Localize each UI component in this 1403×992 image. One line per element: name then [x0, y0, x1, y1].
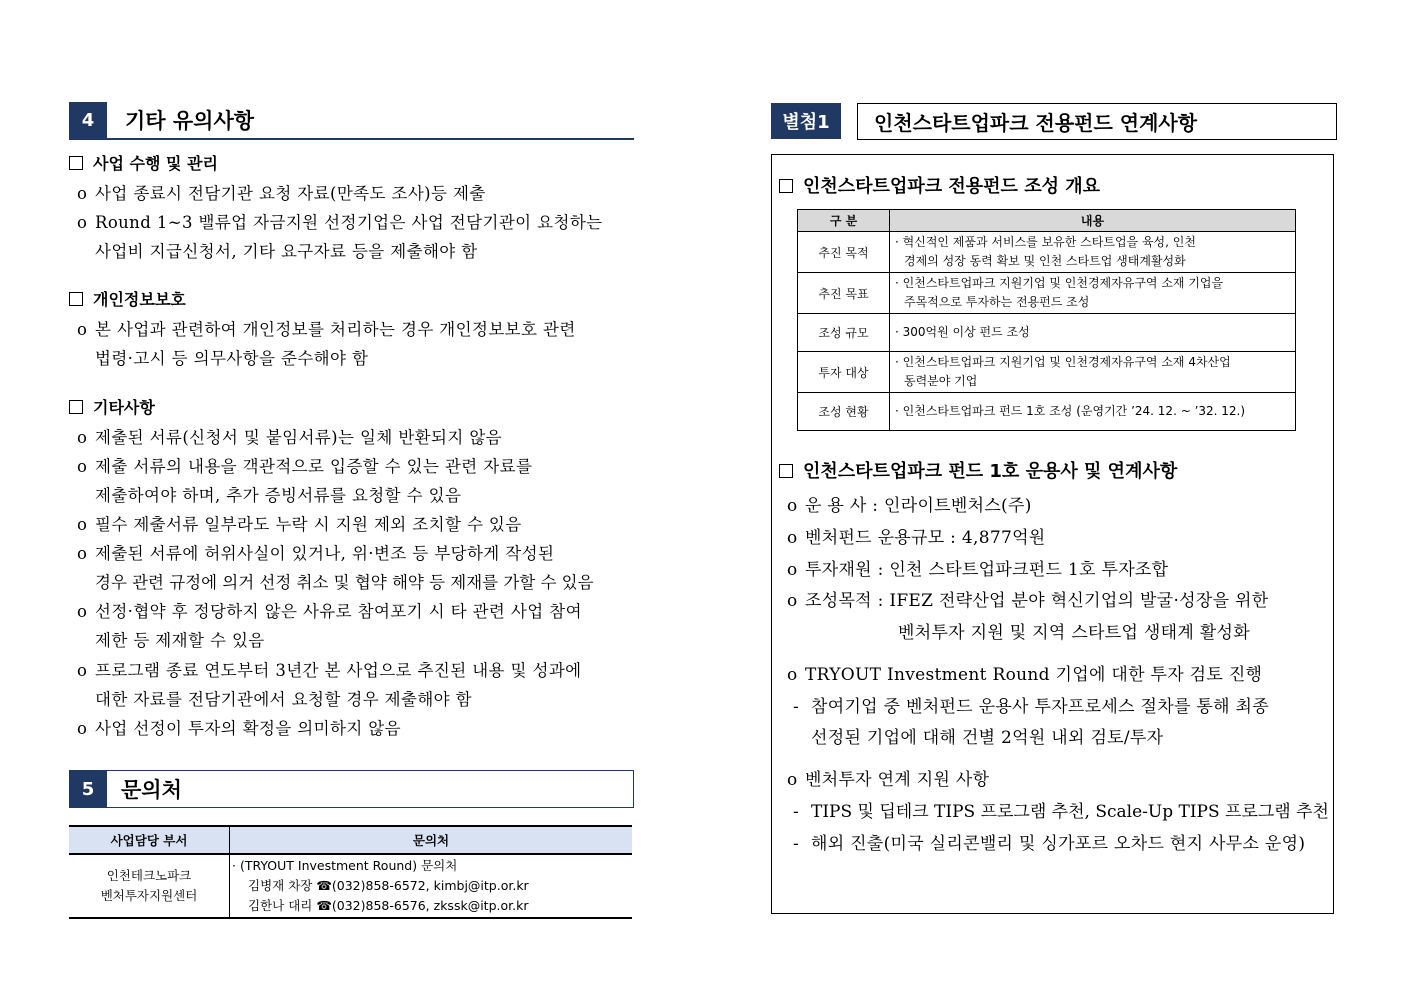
list-item: 선정된 기업에 대해 건별 2억원 내외 검토/투자	[811, 728, 1164, 748]
row-key: 투자 대상	[798, 352, 890, 393]
list-item: o 벤처투자 연계 지원 사항	[787, 770, 990, 790]
list-item: o 운 용 사 : 인라이트벤처스(주)	[787, 496, 1032, 516]
overview-table	[797, 209, 1296, 431]
list-item: o 사업 종료시 전담기관 요청 자료(만족도 조사)등 제출	[77, 184, 486, 203]
list-item: o 조성목적 : IFEZ 전략산업 분야 혁신기업의 발굴·성장을 위한	[787, 591, 1269, 611]
contact-table	[69, 825, 632, 919]
list-item: o 제출된 서류(신청서 및 붙임서류)는 일체 반환되지 않음	[77, 428, 503, 447]
section-4-header	[69, 102, 254, 138]
list-item: 제한 등 제재할 수 있음	[95, 631, 265, 650]
section-underline	[69, 138, 634, 140]
list-item: 법령·고시 등 의무사항을 준수해야 함	[95, 349, 369, 368]
table-header: 문의처	[230, 826, 633, 854]
section-title: 기타 유의사항	[125, 109, 255, 133]
row-key: 조성 규모	[798, 314, 890, 352]
list-item: o 벤처펀드 운용규모 : 4,877억원	[787, 528, 1046, 548]
list-item: 대한 자료를 전담기관에서 요청할 경우 제출해야 함	[95, 690, 472, 709]
list-item: o 프로그램 종료 연도부터 3년간 본 사업으로 추진된 내용 및 성과에	[77, 661, 582, 680]
list-item: o 제출된 서류에 허위사실이 있거나, 위·변조 등 부당하게 작성된	[77, 544, 555, 563]
annex-tag: 별첨1	[771, 103, 841, 139]
list-item: o 본 사업과 관련하여 개인정보를 처리하는 경우 개인정보보호 관련	[77, 320, 576, 339]
list-item: o Round 1~3 밸류업 자금지원 선정기업은 사업 전담기관이 요청하는	[77, 213, 603, 232]
table-header: 내용	[890, 210, 1296, 232]
dept-cell: 인천테크노파크 벤처투자지원센터	[69, 854, 230, 918]
section-number: 5	[69, 771, 107, 807]
group-heading: 기타사항	[69, 395, 155, 418]
fund-heading: 인천스타트업파크 펀드 1호 운용사 및 연계사항	[779, 457, 1177, 483]
table-header: 구 분	[798, 210, 890, 232]
section-5-header	[69, 771, 182, 807]
table-header: 사업담당 부서	[69, 826, 230, 854]
list-item: - 참여기업 중 벤처펀드 운용사 투자프로세스 절차를 통해 최종	[793, 697, 1269, 717]
list-item: o 제출 서류의 내용을 객관적으로 입증할 수 있는 관련 자료를	[77, 457, 533, 476]
list-item: 벤처투자 지원 및 지역 스타트업 생태계 활성화	[898, 623, 1250, 643]
section-number: 4	[69, 102, 107, 138]
list-item: o TRYOUT Investment Round 기업에 대한 투자 검토 진행	[787, 665, 1263, 685]
row-key: 추진 목적	[798, 232, 890, 273]
row-value: · 인천스타트업파크 지원기업 및 인천경제자유구역 소재 기업을 주목적으로 투자하는 전용펀드 조성	[890, 273, 1296, 314]
overview-heading: 인천스타트업파크 전용펀드 조성 개요	[779, 172, 1100, 198]
row-value: · 인천스타트업파크 지원기업 및 인천경제자유구역 소재 4차산업 동력분야 기업	[890, 352, 1296, 393]
list-item: - 해외 진출(미국 실리콘밸리 및 싱가포르 오차드 현지 사무소 운영)	[793, 834, 1306, 854]
list-item: 제출하여야 하며, 추가 증빙서류를 요청할 수 있음	[95, 486, 462, 505]
list-item: - TIPS 및 딥테크 TIPS 프로그램 추천, Scale-Up TIPS 프로그램 추천	[793, 802, 1329, 822]
row-value: · 인천스타트업파크 펀드 1호 조성 (운영기간 ’24. 12. ~ ’32. 12.)	[890, 393, 1296, 431]
row-key: 추진 목표	[798, 273, 890, 314]
list-item: o 사업 선정이 투자의 확정을 의미하지 않음	[77, 719, 401, 738]
list-item: 경우 관련 규정에 의거 선정 취소 및 협약 해약 등 제재를 가할 수 있음	[95, 573, 594, 592]
row-value: · 혁신적인 제품과 서비스를 보유한 스타트업을 육성, 인천 경제의 성장 동력 확보 및 인천 스타트업 생태계활성화	[890, 232, 1296, 273]
list-item: o 필수 제출서류 일부라도 누락 시 지원 제외 조치할 수 있음	[77, 515, 522, 534]
row-key: 조성 현황	[798, 393, 890, 431]
contact-cell: · (TRYOUT Investment Round) 문의처 김병재 차장 ☎(032)858-6572, kimbj@itp.or.kr 김한나 대리 ☎(032)858-6576, zkssk@itp.or.kr	[230, 854, 633, 918]
annex-title: 인천스타트업파크 전용펀드 연계사항	[857, 103, 1337, 140]
group-heading: 개인정보보호	[69, 287, 186, 310]
section-title: 문의처	[121, 778, 182, 802]
group-heading: 사업 수행 및 관리	[69, 151, 218, 174]
list-item: o 선정·협약 후 정당하지 않은 사유로 참여포기 시 타 관련 사업 참여	[77, 602, 582, 621]
list-item: 사업비 지급신청서, 기타 요구자료 등을 제출해야 함	[95, 242, 478, 261]
list-item: o 투자재원 : 인천 스타트업파크펀드 1호 투자조합	[787, 560, 1169, 580]
row-value: · 300억원 이상 펀드 조성	[890, 314, 1296, 352]
